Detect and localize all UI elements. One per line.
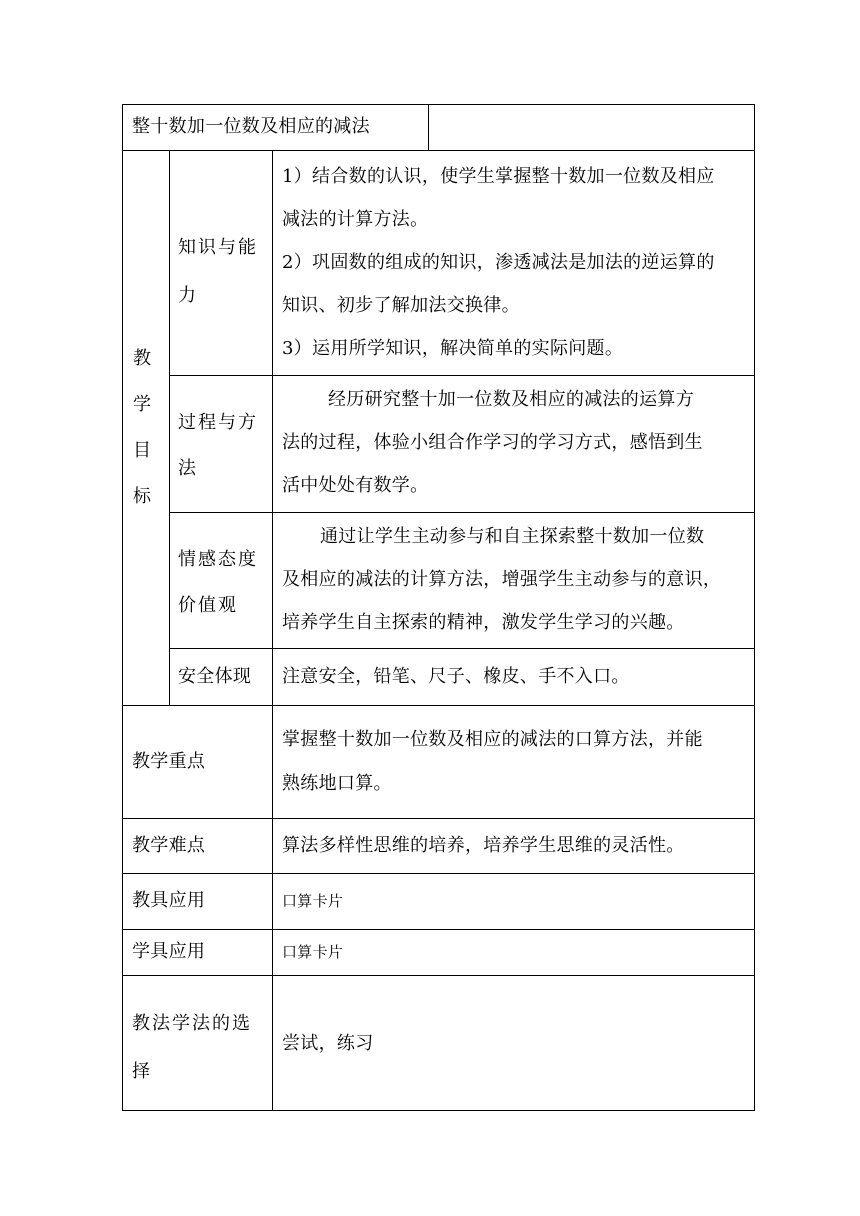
- row-divider-obj2: [169, 512, 755, 513]
- content-line: 3）运用所学知识，解决简单的实际问题。: [282, 338, 624, 359]
- row-divider-teaching-aids: [122, 929, 755, 930]
- lesson-title: 整十数加一位数及相应的减法: [132, 116, 370, 137]
- content-line: 活中处处有数学。: [282, 475, 429, 496]
- label-content-line: [272, 150, 273, 1111]
- label-char: 学: [133, 394, 151, 415]
- objectives-section-line: [169, 150, 170, 706]
- objective-label-knowledge: 知识与能 力: [178, 237, 258, 306]
- table-border-left: [122, 104, 123, 1111]
- title-split-line: [428, 104, 429, 151]
- row-divider-keypoints: [122, 818, 755, 819]
- key-points-label: 教学重点: [132, 751, 206, 772]
- content-line: 通过让学生主动参与和自主探索整十数加一位数: [320, 526, 705, 547]
- content-line: 掌握整十数加一位数及相应的减法的口算方法，并能: [282, 729, 703, 750]
- row-divider-learning-aids: [122, 975, 755, 976]
- key-points-content: [282, 718, 703, 806]
- label-char: 目: [133, 440, 151, 461]
- methods-label: 教法学法的选 择: [132, 1013, 252, 1082]
- teaching-aids-content: 口算卡片: [282, 892, 344, 910]
- objectives-section-label: [130, 336, 154, 520]
- difficulties-label: 教学难点: [132, 835, 206, 856]
- content-line: 减法的计算方法。: [282, 209, 429, 230]
- learning-aids-label: 学具应用: [132, 941, 206, 962]
- row-divider-difficulties: [122, 873, 755, 874]
- table-border-right: [754, 104, 755, 1111]
- content-line: 2）巩固数的组成的知识，渗透减法是加法的逆运算的: [282, 252, 715, 273]
- objective-label-safety: 安全体现: [178, 666, 252, 687]
- label-char: 标: [133, 486, 151, 507]
- teaching-aids-label: 教具应用: [132, 890, 206, 911]
- difficulties-content: 算法多样性思维的培养，培养学生思维的灵活性。: [282, 835, 685, 856]
- content-line: 经历研究整十加一位数及相应的减法的运算方: [328, 389, 694, 410]
- objective-content-emotion: [282, 515, 721, 644]
- objective-content-process: [282, 378, 703, 507]
- table-border-bottom: [122, 1110, 755, 1111]
- row-divider-objectives: [122, 705, 755, 706]
- row-divider-obj3: [169, 648, 755, 649]
- content-line: 熟练地口算。: [282, 773, 392, 794]
- content-line: 及相应的减法的计算方法，增强学生主动参与的意识，: [282, 569, 722, 590]
- objective-label-process: 过程与方 法: [178, 412, 258, 479]
- objective-content-safety: 注意安全，铅笔、尺子、橡皮、手不入口。: [282, 666, 630, 687]
- row-divider-obj1: [169, 375, 755, 376]
- table-border-top: [122, 104, 755, 105]
- objective-content-knowledge: [282, 155, 715, 370]
- row-divider-title: [122, 150, 755, 151]
- label-char: 教: [133, 348, 151, 369]
- objective-label-emotion: 情感态度 价值观: [178, 549, 258, 616]
- content-line: 知识、初步了解加法交换律。: [282, 295, 520, 316]
- learning-aids-content: 口算卡片: [282, 943, 344, 961]
- methods-content: 尝试，练习: [282, 1033, 374, 1054]
- content-line: 法的过程，体验小组合作学习的学习方式，感悟到生: [282, 432, 703, 453]
- content-line: 培养学生自主探索的精神，激发学生学习的兴趣。: [282, 612, 685, 633]
- content-line: 1）结合数的认识，使学生掌握整十数加一位数及相应: [282, 166, 715, 187]
